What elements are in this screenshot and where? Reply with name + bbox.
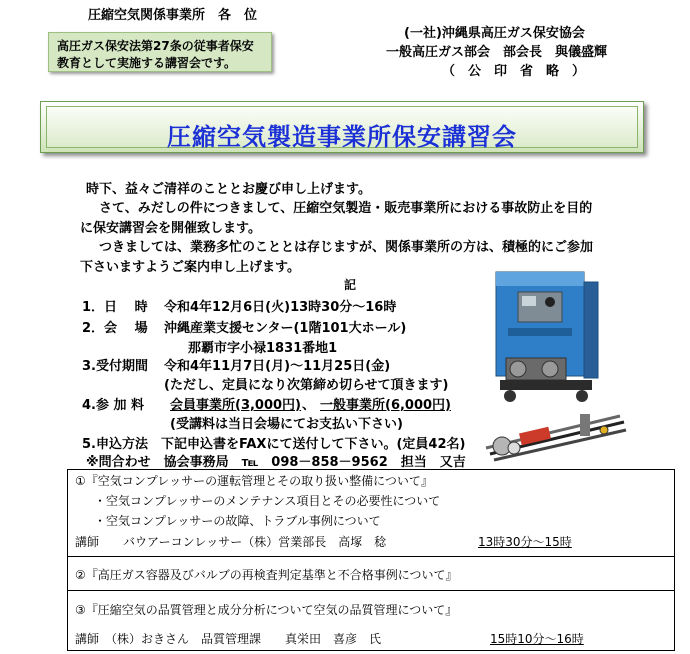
session-1-lecturer: 講師 バウアーコンレッサー（株）営業部長 高塚 稔 [75, 535, 387, 549]
session-2-title: ②『高圧ガス容器及びバルブの再検査判定基準と不合格事例について』 [75, 568, 458, 582]
ki-heading: 記 [344, 278, 357, 292]
sender-name: 一般高圧ガス部会 部会長 與儀盛輝 [386, 45, 608, 60]
fee-separator: 、 [302, 398, 316, 413]
title-banner [40, 101, 644, 153]
venue-value: 沖縄産業支援センター(1階101大ホール) [164, 321, 407, 336]
intro-line-1: 時下、益々ご清祥のこととお慶び申し上げます。 [86, 182, 371, 197]
period-note: (ただし、定員になり次第締め切らせて頂きます) [164, 378, 449, 393]
venue-address: 那覇市字小禄1831番地1 [188, 341, 338, 356]
addressee: 圧縮空気関係事業所 各 位 [88, 8, 258, 23]
air-compressor-image [488, 262, 608, 412]
intro-line-5: 下さいますようご案内申し上げます。 [80, 260, 300, 275]
fee-label: 4.参 加 料 [82, 398, 145, 413]
session-3-time: 15時10分～16時 [490, 632, 584, 646]
session-1-item-1: ・空気コンプレッサーのメンテナンス項目とその必要性について [94, 494, 441, 508]
fee-note: (受講料は当日会場にてお支払い下さい) [170, 417, 403, 432]
period-value: 令和4年11月7日(月)～11月25日(金) [164, 359, 391, 374]
date-value: 令和4年12月6日(火)13時30分～16時 [164, 300, 397, 315]
page-title: 圧縮空気製造事業所保安講習会 [167, 123, 517, 151]
intro-line-3: に保安講習会を開催致します。 [80, 221, 261, 236]
intro-line-4: つきましては、業務多忙のこととは存じますが、関係事業所の方は、積極的にご参加 [86, 240, 594, 255]
fee-general: 一般事業所(6,000円) [320, 398, 452, 413]
date-label: 1．日 時 [82, 300, 148, 315]
notice-box [48, 32, 272, 72]
contact-info: ※問合わせ 協会事務局 ℡ 098－858－9562 担当 又吉 [86, 455, 466, 470]
session-3-lecturer: 講師 （株）おきさん 品質管理課 真栄田 喜彦 氏 [75, 632, 382, 646]
session-1-time: 13時30分～15時 [478, 535, 572, 549]
organization-name: (一社)沖縄県高圧ガス保安協会 [404, 26, 585, 41]
venue-label: 2．会 場 [82, 321, 148, 336]
session-1-item-2: ・空気コンプレッサーの故障、トラブル事例について [94, 514, 381, 528]
session-1-title: ①『空気コンプレッサーの運転管理とその取り扱い整備について』 [75, 474, 433, 488]
fee-member: 会員事業所(3,000円) [170, 398, 302, 413]
period-label: 3.受付期間 [82, 359, 148, 374]
apply-method: 5.申込方法 下記申込書をFAXにて送付して下さい。(定員42名) [82, 437, 466, 452]
notice-line-2: 教育として実施する講習会です。 [57, 56, 237, 70]
intro-line-2: さて、みだしの件につきまして、圧縮空気製造・販売事業所における事故防止を目的 [86, 201, 593, 216]
seal-omitted: （ 公 印 省 略 ） [442, 64, 586, 79]
notice-line-1: 高圧ガス保安法第27条の従事者保安 [57, 39, 254, 53]
session-3-title: ③『圧縮空気の品質管理と成分分析について空気の品質管理について』 [75, 603, 458, 617]
regulator-manifold-image [480, 408, 630, 464]
